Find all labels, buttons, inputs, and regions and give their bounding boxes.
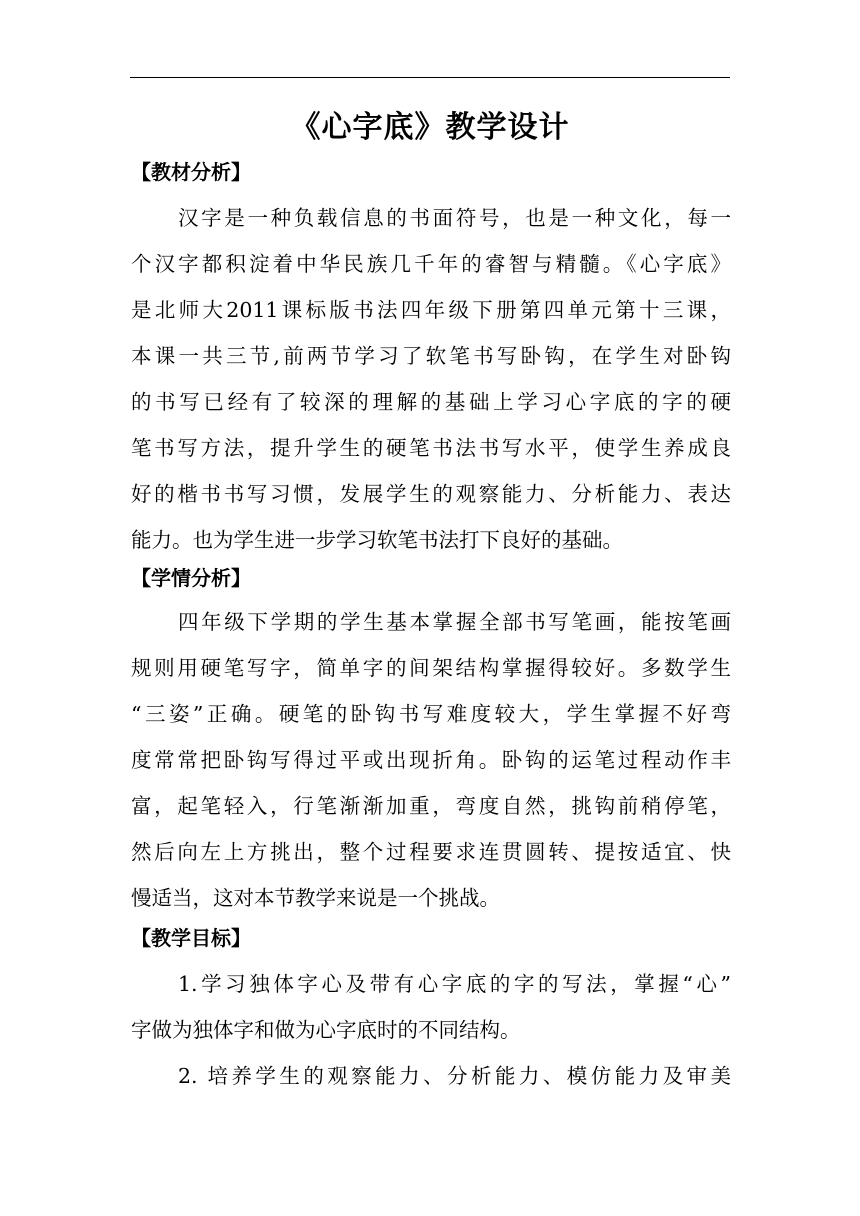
paragraph-line: 2. 培养学生的观察能力、分析能力、模仿能力及审美 — [178, 1064, 731, 1088]
paragraph-line: 汉字是一种负载信息的书面符号，也是一种文化，每一 — [178, 206, 731, 230]
section-heading-student-analysis: 【学情分析】 — [131, 566, 251, 590]
paragraph-line: 字做为独体字和做为心字底时的不同结构。 — [131, 1018, 521, 1042]
paragraph-line: “三姿”正确。硬笔的卧钩书写难度较大，学生掌握不好弯 — [131, 702, 731, 726]
paragraph-line: 是北师大2011课标版书法四年级下册第四单元第十三课， — [131, 298, 731, 322]
paragraph-line: 四年级下学期的学生基本掌握全部书写笔画，能按笔画 — [178, 610, 731, 634]
paragraph-line: 慢适当，这对本节教学来说是一个挑战。 — [131, 886, 500, 910]
paragraph-line: 富，起笔轻入，行笔渐渐加重，弯度自然，挑钩前稍停笔， — [131, 794, 731, 818]
document-title: 《心字底》教学设计 — [290, 110, 570, 145]
paragraph-line: 能力。也为学生进一步学习软笔书法打下良好的基础。 — [131, 528, 623, 552]
paragraph-line: 规则用硬笔写字，简单字的间架结构掌握得较好。多数学生 — [131, 656, 731, 680]
paragraph-line: 好的楷书书写习惯，发展学生的观察能力、分析能力、表达 — [131, 482, 731, 506]
paragraph-line: 然后向左上方挑出，整个过程要求连贯圆转、提按适宜、快 — [131, 840, 731, 864]
paragraph-line: 个汉字都积淀着中华民族几千年的睿智与精髓。《心字底》 — [131, 252, 731, 276]
section-heading-teaching-objectives: 【教学目标】 — [131, 926, 251, 950]
paragraph-line: 度常常把卧钩写得过平或出现折角。卧钩的运笔过程动作丰 — [131, 748, 731, 772]
paragraph-line: 1.学习独体字心及带有心字底的字的写法，掌握“心” — [178, 972, 731, 996]
paragraph-line: 笔书写方法，提升学生的硬笔书法书写水平，使学生养成良 — [131, 436, 731, 460]
paragraph-line: 的书写已经有了较深的理解的基础上学习心字底的字的硬 — [131, 390, 731, 414]
header-rule — [130, 77, 730, 78]
section-heading-material-analysis: 【教材分析】 — [131, 160, 251, 184]
paragraph-line: 本课一共三节,前两节学习了软笔书写卧钩，在学生对卧钩 — [131, 344, 731, 368]
